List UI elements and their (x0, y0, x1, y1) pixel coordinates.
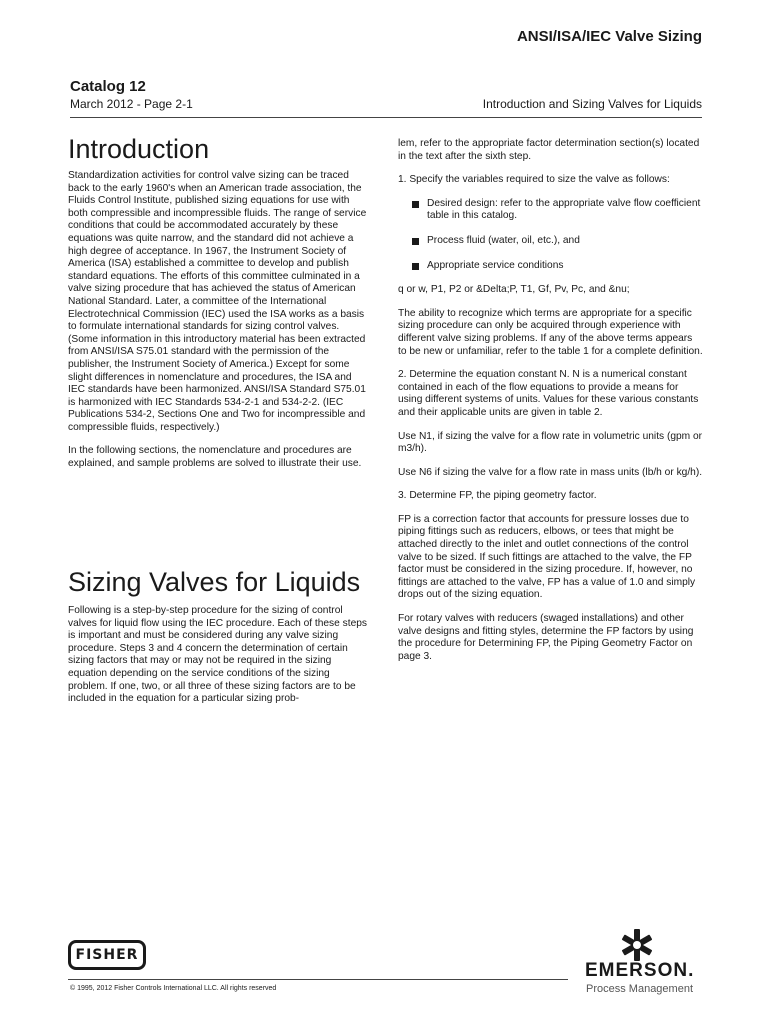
step-3: 3. Determine FP, the piping geometry factor. (398, 490, 597, 502)
bullet-item (412, 235, 703, 248)
intro-heading: Introduction (68, 134, 210, 164)
section-title: Introduction and Sizing Valves for Liquids (482, 97, 702, 111)
bullet-text: Desired design: refer to the appropriate valve flow coefficient table in this catalog. (427, 197, 701, 222)
rotary-paragraph: For rotary valves with reducers (swaged installations) and other valve designs and fitting styles, determine the FP factors by using the procedure for Determining FP, the Piping Geometry Factor on page 3. (398, 613, 694, 662)
intro-paragraph-1: Standardization activities for control valve sizing can be traced back to the early 1960's when an American trade association, the Fluids Control Institute, published sizing equations for use with both compressible and incompressible fluids. The range of service conditions that could be accommodated accurately by these equations was quite narrow, and the standard did not achieve a high degree of acceptance. In 1967, the Instrument Society of America (ISA) established a committee to develop and publish standard equations. The efforts of this committee culminated in a valve sizing procedure that has achieved the status of American National Standard. Later, a committee of the International Electrotechnical Commission (IEC) used the ISA works as a basis to formulate international standards for sizing control valves. (Some information in this introductory material has been extracted from ANSI/ISA S75.01 standard with the permission of the publisher, the Instrument Society of America.) Except for some slight differences in nomenclature and procedures, the ISA and IEC standards have been harmonized. ANSI/ISA Standard S75.01 is harmonized with IEC Standards 534-2-1 and 534-2-2. (IEC Publications 534-2, Sections One and Two for incompressible and compressible fluids, respectively.) (68, 170, 367, 433)
footer-rule (68, 979, 568, 980)
bullet-icon (412, 201, 419, 208)
process-management: Process Management (586, 983, 693, 995)
emerson-logo-icon (620, 928, 654, 962)
step-2: 2. Determine the equation constant N. N is a numerical constant contained in each of the flow equations to provide a means for using different systems of units. Values for these various constants and their applicable units are given in table 2. (398, 369, 699, 418)
use-n1: Use N1, if sizing the valve for a flow rate in volumetric units (gpm or m3/h). (398, 430, 703, 455)
emerson-wordmark: EMERSON. (585, 960, 695, 981)
ability-paragraph: The ability to recognize which terms are appropriate for a specific sizing procedure can only be acquired through experience with different valve sizing problems. If any of the above terms appears to be new or unfamiliar, refer to the table 1 for a complete definition. (398, 307, 703, 357)
bullet-icon (412, 263, 419, 270)
liquids-paragraph-1: Following is a step-by-step procedure for the sizing of control valves for liquid flow using the IEC procedure. Each of these steps is important and must be considered during any valve sizing procedure. Steps 3 and 4 concern the determination of certain sizing factors that may or may not be required in the sizing equation depending on the service conditions of the sizing problem. If one, two, or all three of these sizing factors are to be included in the equation for a particular sizing prob- (68, 605, 367, 705)
intro-body (68, 170, 368, 482)
bullet-icon (412, 238, 419, 245)
fp-paragraph: FP is a correction factor that accounts for pressure losses due to piping fittings such as reducers, elbows, or tees that might be attached directly to the inlet and outlet connections of the control valve to be sized. If such fittings are attached to the valve, the FP factor must be considered in the sizing procedure. If, however, no fittings are attached to the valve, FP has a value of 1.0 and simply drops out of the sizing equation. (398, 513, 696, 601)
continuation-paragraph: lem, refer to the appropriate factor determination section(s) located in the text after the sixth step. (398, 138, 700, 162)
bullet-text: Appropriate service conditions (427, 259, 564, 271)
fisher-logo: FISHER (68, 940, 146, 970)
document-title: ANSI/ISA/IEC Valve Sizing (516, 28, 702, 45)
liquids-body (68, 605, 368, 717)
right-column (398, 138, 703, 674)
variables-list: q or w, P1, P2 or &Delta;P, T1, Gf, Pv, Pc, and &nu; (398, 284, 630, 296)
liquids-heading: Sizing Valves for Liquids (68, 567, 361, 597)
intro-paragraph-2: In the following sections, the nomenclature and procedures are explained, and sample problems are solved to illustrate their use. (68, 445, 362, 470)
bullet-item (412, 198, 703, 223)
header-rule (70, 117, 702, 118)
copyright: © 1995, 2012 Fisher Controls International LLC. All rights reserved (70, 985, 277, 992)
bullet-item (412, 260, 703, 273)
catalog-label: Catalog 12 (70, 78, 146, 95)
use-n6: Use N6 if sizing the valve for a flow rate in mass units (lb/h or kg/h). (398, 466, 703, 478)
step-1: 1. Specify the variables required to size the valve as follows: (398, 174, 670, 186)
bullet-text: Process fluid (water, oil, etc.), and (427, 234, 580, 246)
date-page: March 2012 - Page 2-1 (70, 97, 193, 111)
